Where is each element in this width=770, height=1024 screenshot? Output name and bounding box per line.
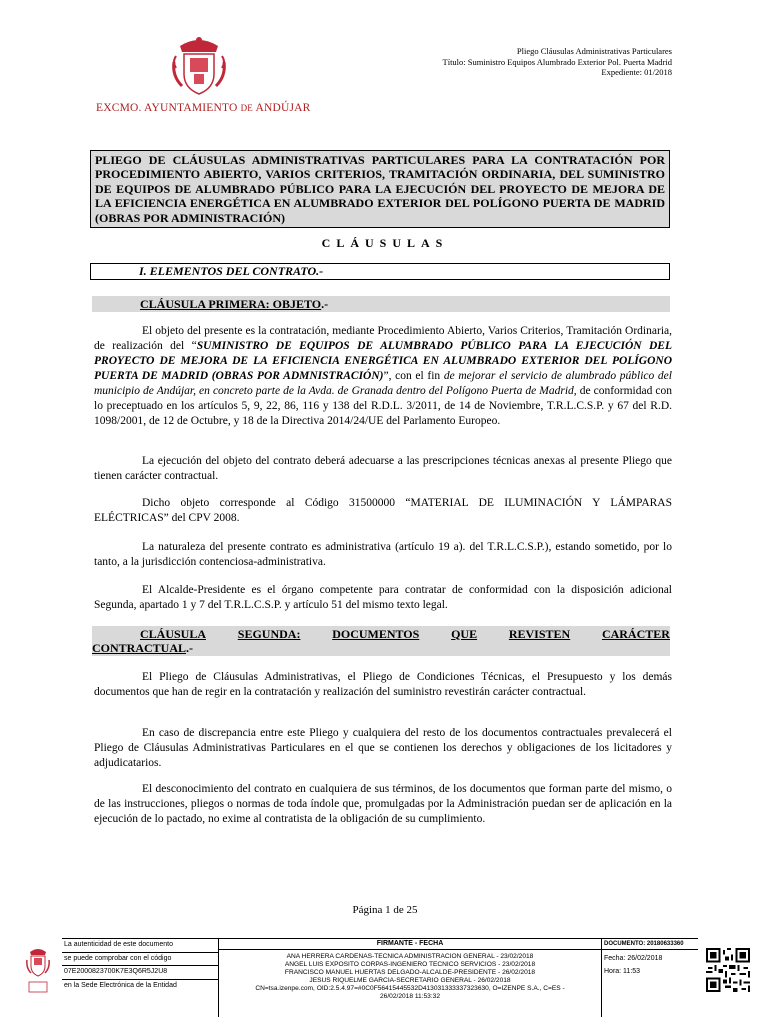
signature-footer — [62, 938, 698, 1017]
paragraph-object: El objeto del presente es la contratación, mediante Procedimiento Abierto, Varios Criterios, Tramitación Ordinaria, de realización del “SUMINISTRO DE EQUIPOS DE ALUMBRADO PÚBLICO PARA LA EJECUCIÓN DEL PROYECTO DE MEJORA DE LA EFICIENCIA ENERGÉTICA EN ALUMBRADO EXTERIOR DEL POLÍGONO PUERTA DE MADRID (OBRAS POR ADMNISTRACIÓN)”, con el fin de mejorar el servicio de alumbrado público del municipio de Andújar, en concreto parte de la Avda. de Granada dentro del Polígono Puerta de Madrid, de conformidad con lo preceptuado en los artículos 5, 9, 22, 86, 116 y 138 del R.D.L. 3/2011, de 14 de Noviembre, T.R.L.C.S.P. y 67 del R.D. 1098/2001, de 12 de Octubre, y 18 de la Directiva 2014/24/UE del Parlamento Europeo. — [94, 325, 673, 427]
section-heading: I. ELEMENTOS DEL CONTRATO.- — [90, 263, 670, 280]
signers-panel — [219, 939, 602, 1017]
signer-line: JESUS RIQUELME GARCIA-SECRETARIO GENERAL - 26/02/2018 — [309, 977, 511, 984]
timestamp-authority-line: CN=tsa.izenpe.com, OID:2.5.4.97=#0C0F56415445532D413031333337323630, O=IZENPE S.A., C=ES - — [255, 985, 565, 992]
paragraph-contract-documents: El Pliego de Cláusulas Administrativas, el Pliego de Condiciones Técnicas, el Presupuesto y los demás documentos que han de regir en la contratación y realización del suministro revestirán carácter contractual. — [94, 671, 672, 698]
authenticity-line-1: La autenticidad de este documento — [62, 939, 218, 953]
paragraph-discrepancy: En caso de discrepancia entre este Pliego y cualquiera del resto de los documentos contractuales prevalecerá el Pliego de Cláusulas Administrativas Particulares en el que se contienen los derechos y obligaciones de los licitadores y adjudicatarios. — [94, 727, 672, 769]
footer-crest-logo — [26, 946, 50, 996]
organization-name: EXCMO. AYUNTAMIENTO DE ANDÚJAR — [96, 102, 311, 114]
signature-date: Fecha: 26/02/2018 — [604, 955, 663, 962]
document-id-panel — [602, 939, 698, 1017]
signer-line: ANGEL LUIS EXPOSITO CORPAS-INGENIERO TECNICO SERVICIOS - 23/02/2018 — [284, 961, 536, 968]
clausulas-heading: CLÁUSULAS — [321, 236, 449, 250]
document-title: PLIEGO DE CLÁUSULAS ADMINISTRATIVAS PARTICULARES PARA LA CONTRATACIÓN POR PROCEDIMIENTO ABIERTO, VARIOS CRITERIOS, TRAMITACIÓN ORDINARIA, DEL SUMINISTRO DE EQUIPOS DE ALUMBRADO PÚBLICO PARA LA EJECUCIÓN DEL PROYECTO DE MEJORA DE LA EFICIENCIA ENERGÉTICA EN ALUMBRADO EXTERIOR DEL POLÍGONO PUERTA DE MADRID (OBRAS POR ADMINISTRACIÓN) — [90, 150, 670, 228]
document-metadata — [443, 46, 672, 78]
paragraph-ignorance: El desconocimiento del contrato en cualquiera de sus términos, de los documentos que forman parte del mismo, o de las instrucciones, pliegos o normas de toda índole que, promulgadas por la Administración puedan ser de aplicación en la ejecución de lo pactado, no exime al contratista de la obligación de su cumplimiento. — [94, 783, 672, 825]
meta-doc-title: Título: Suministro Equipos Alumbrado Exterior Pol. Puerta Madrid — [442, 56, 672, 67]
signature-time: Hora: 11:53 — [604, 968, 641, 975]
page-number: Página 1 de 25 — [352, 904, 418, 916]
verification-code: 07E2000823700K7E3Q6R5J2U8 — [62, 966, 218, 980]
meta-expediente: Expediente: 01/2018 — [601, 67, 672, 77]
clause-2-heading: CLÁUSULA SEGUNDA: DOCUMENTOS QUE REVISTEN CARÁCTER CONTRACTUAL.- — [92, 627, 670, 655]
signers-header: FIRMANTE - FECHA — [219, 939, 601, 950]
municipal-crest-logo — [170, 32, 228, 98]
meta-doc-type: Pliego Cláusulas Administrativas Particulares — [516, 46, 672, 56]
paragraph-competent-body: El Alcalde-Presidente es el órgano competente para contratar de conformidad con la disposición adicional Segunda, apartado 1 y 7 del T.R.L.C.S.P. y artículo 51 del mismo texto legal. — [94, 584, 672, 611]
signer-line: FRANCISCO MANUEL HUERTAS DELGADO-ALCALDE-PRESIDENTE - 26/02/2018 — [284, 969, 536, 976]
paragraph-execution: La ejecución del objeto del contrato deberá adecuarse a las prescripciones técnicas anexas al presente Pliego que tienen carácter contractual. — [94, 455, 672, 482]
signer-line: ANA HERRERA CARDENAS-TECNICA ADMINISTRACION GENERAL - 23/02/2018 — [286, 953, 534, 960]
authenticity-line-2: se puede comprobar con el código — [62, 953, 218, 967]
document-id: DOCUMENTO: 20180633360 — [602, 939, 698, 950]
qr-code-icon — [706, 948, 750, 992]
timestamp-date: 26/02/2018 11:53:32 — [379, 993, 440, 1000]
paragraph-nature: La naturaleza del presente contrato es administrativa (artículo 19 a). del T.R.L.C.S.P.), estando sometido, por lo tanto, a la jurisdicción contenciosa-administrativa. — [94, 541, 672, 568]
paragraph-cpv-code: Dicho objeto corresponde al Código 31500000 “MATERIAL DE ILUMINACIÓN Y LÁMPARAS ELÉCTRICAS” del CPV 2008. — [94, 497, 672, 524]
clause-1-heading: CLÁUSULA PRIMERA: OBJETO.- — [92, 296, 670, 312]
authenticity-line-4: en la Sede Electrónica de la Entidad — [64, 981, 177, 989]
authenticity-info — [62, 939, 219, 1017]
